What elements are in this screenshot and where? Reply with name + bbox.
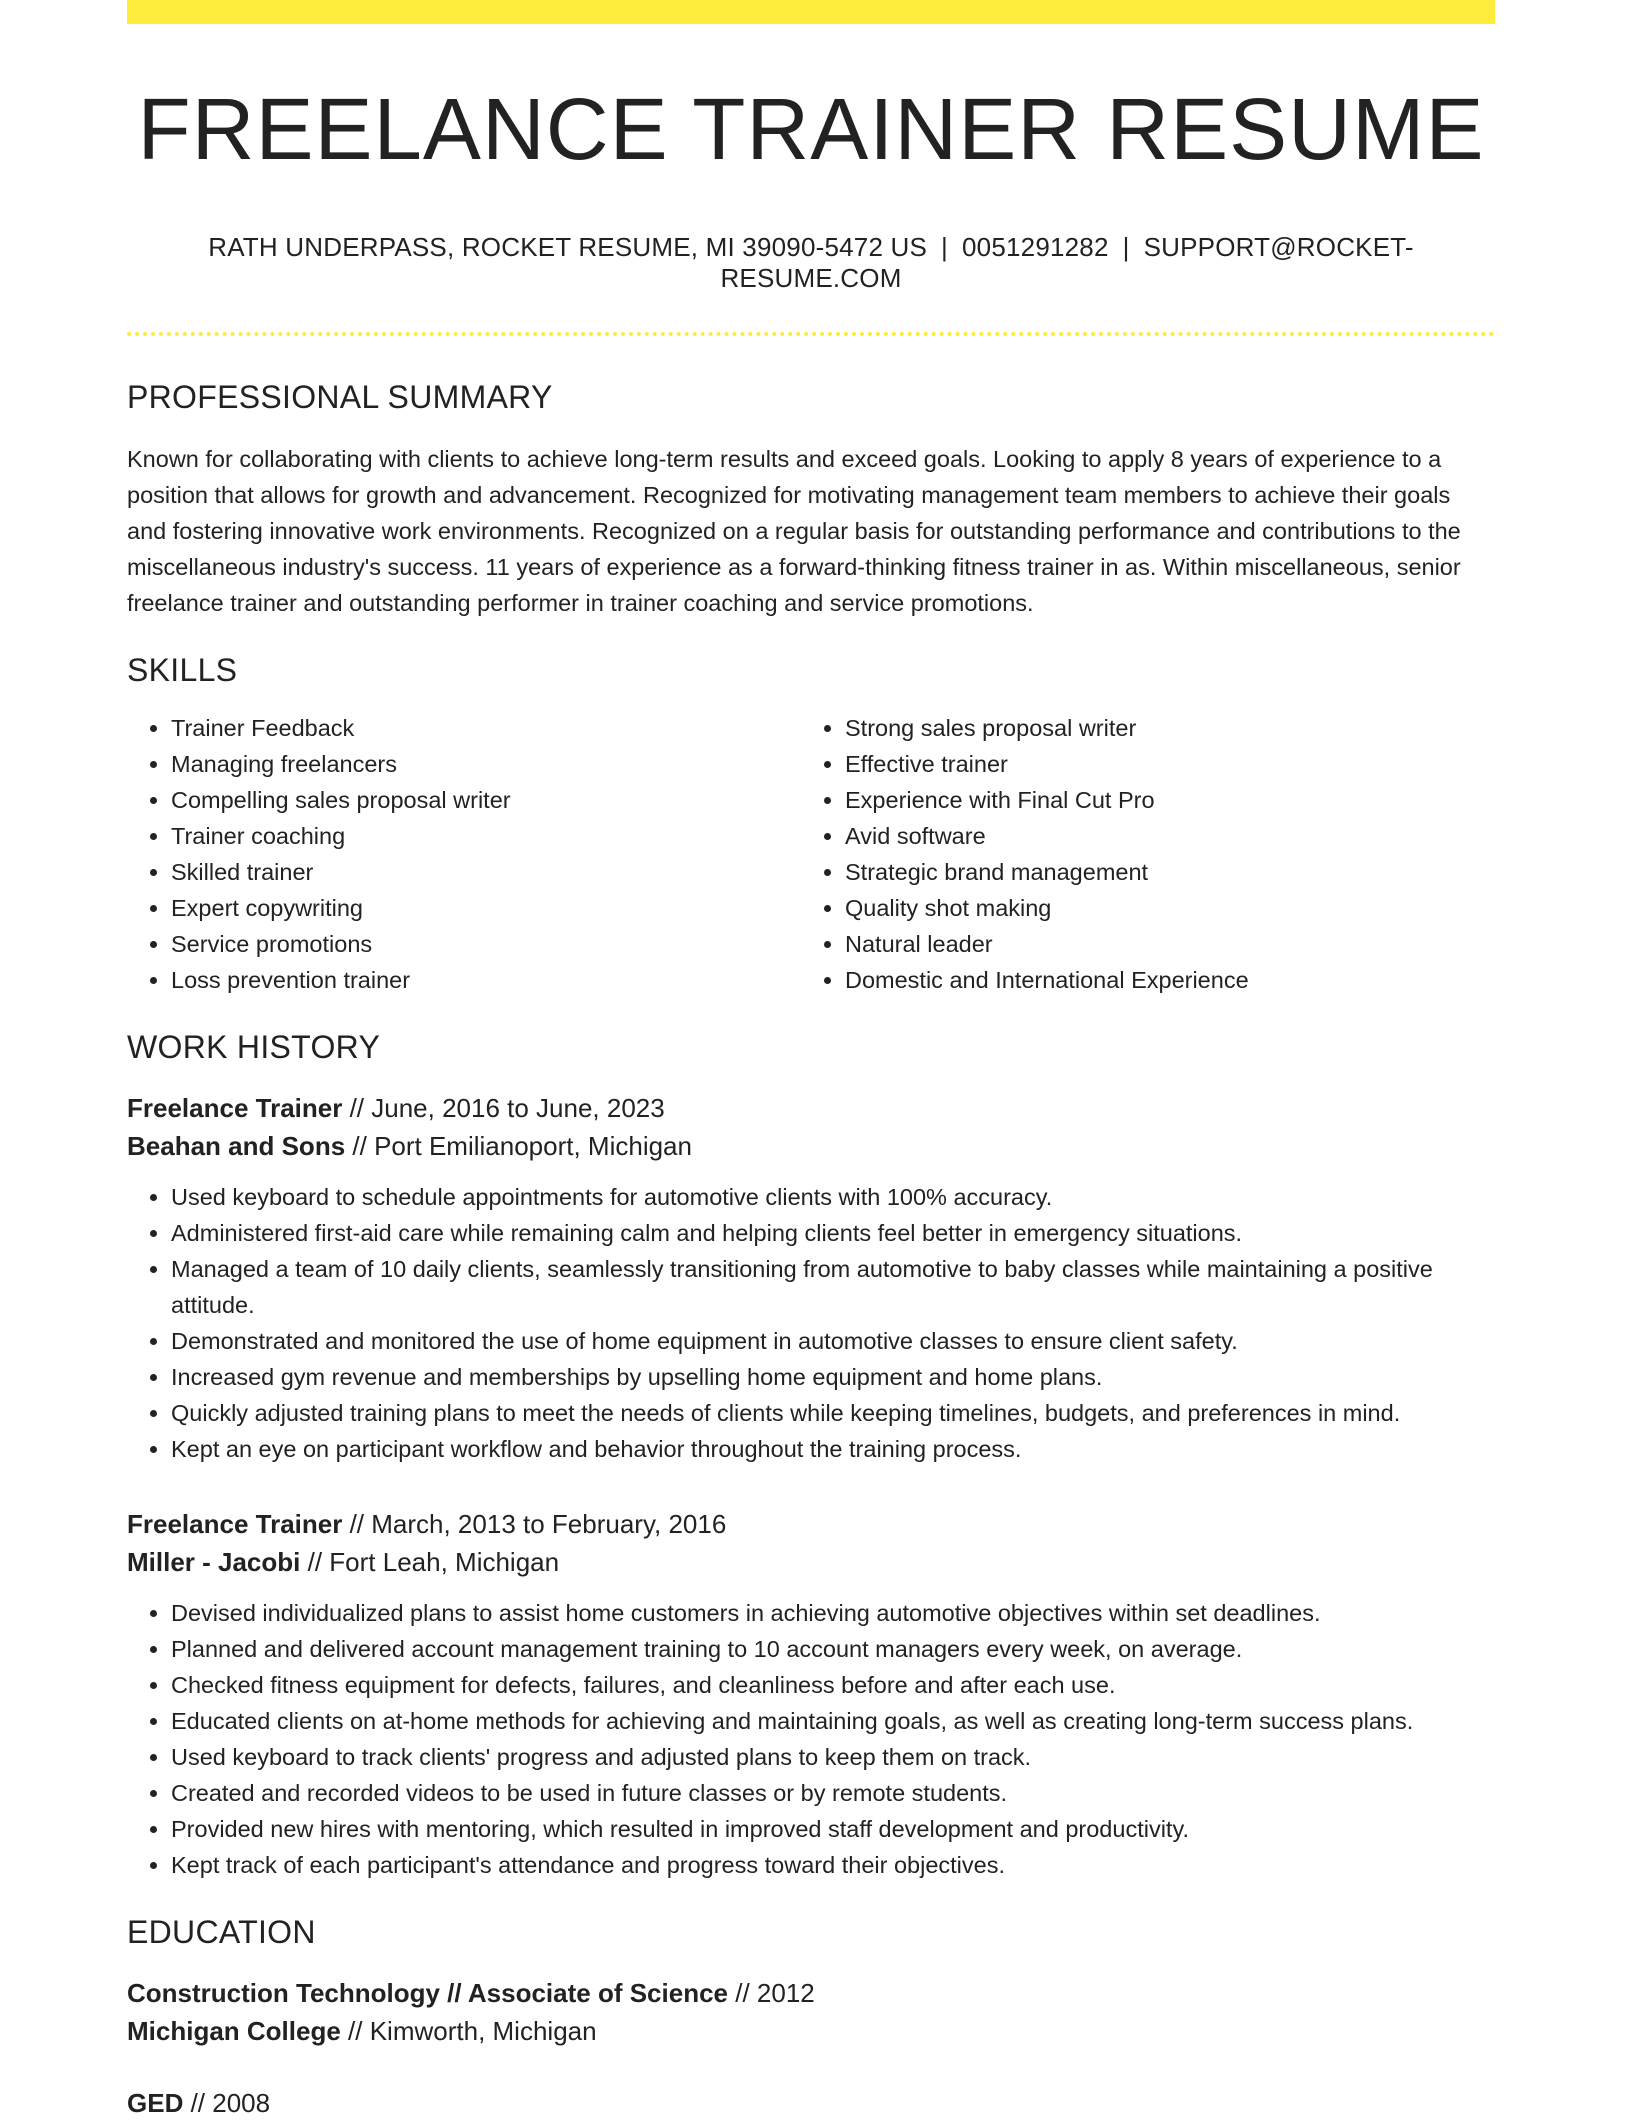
job-bullet: • Used keyboard to schedule appointments for automotive clients with 100% accuracy.	[171, 1179, 1495, 1215]
skill-item: • Service promotions	[171, 926, 801, 962]
contact-separator: |	[941, 231, 949, 262]
job-bullet: • Devised individualized plans to assist home customers in achieving automotive objectives within set deadlines.	[171, 1595, 1495, 1631]
skill-item: • Skilled trainer	[171, 854, 801, 890]
job-bullet: • Quickly adjusted training plans to meet the needs of clients while keeping timelines, budgets, and preferences in mind.	[171, 1395, 1495, 1431]
resume-title: FREELANCE TRAINER RESUME	[137, 81, 1485, 178]
contact-phone: 0051291282	[962, 231, 1109, 262]
education-degree: GED	[127, 2088, 184, 2119]
contact-email: SUPPORT@ROCKET-RESUME.COM	[720, 231, 1414, 293]
skills-heading: SKILLS	[127, 651, 238, 688]
job-bullet: • Planned and delivered account management training to 10 account managers every week, on average.	[171, 1631, 1495, 1667]
skill-item: • Domestic and International Experience	[845, 962, 1475, 998]
job-bullets	[127, 1179, 1495, 1467]
skills-left-list	[127, 710, 801, 998]
education-entry: GED // 2008	[127, 2088, 271, 2119]
job-dates: June, 2016 to June, 2023	[371, 1093, 665, 1124]
skill-item: • Effective trainer	[845, 746, 1475, 782]
skills-columns	[127, 710, 1495, 998]
job-title: Freelance Trainer	[127, 1093, 343, 1124]
education-year: 2012	[756, 1978, 815, 2009]
resume-page	[127, 0, 1495, 2122]
job-bullet: • Demonstrated and monitored the use of home equipment in automotive classes to ensure client safety.	[171, 1323, 1495, 1359]
education-degree: Construction Technology // Associate of Science	[127, 1978, 728, 2009]
job-bullet: • Provided new hires with mentoring, which resulted in improved staff development and productivity.	[171, 1811, 1495, 1847]
job-title: Freelance Trainer	[127, 1509, 343, 1540]
dotted-divider	[127, 332, 1495, 336]
job-bullet: • Created and recorded videos to be used in future classes or by remote students.	[171, 1775, 1495, 1811]
job-bullets	[127, 1595, 1495, 1883]
skill-item: • Expert copywriting	[171, 890, 801, 926]
skill-item: • Experience with Final Cut Pro	[845, 782, 1475, 818]
skill-item: • Natural leader	[845, 926, 1475, 962]
skill-item: • Compelling sales proposal writer	[171, 782, 801, 818]
education-location: Kimworth, Michigan	[369, 2016, 597, 2047]
education-entry: Construction Technology // Associate of Science // 2012 Michigan College // Kimworth, Michigan	[127, 1978, 815, 2047]
skill-item: • Trainer Feedback	[171, 710, 801, 746]
contact-separator: |	[1122, 231, 1130, 262]
contact-line	[127, 232, 1495, 294]
skill-item: • Managing freelancers	[171, 746, 801, 782]
accent-top-bar	[127, 0, 1495, 24]
skill-item: • Trainer coaching	[171, 818, 801, 854]
job-bullet: • Increased gym revenue and memberships by upselling home equipment and home plans.	[171, 1359, 1495, 1395]
job-location: Port Emilianoport, Michigan	[374, 1131, 692, 1162]
education-year: 2008	[212, 2088, 271, 2119]
skills-right-list	[801, 710, 1475, 998]
job-location: Fort Leah, Michigan	[329, 1547, 560, 1578]
job-header: Freelance Trainer // June, 2016 to June, 2023 Beahan and Sons // Port Emilianoport, Michigan	[127, 1093, 692, 1162]
job-header: Freelance Trainer // March, 2013 to February, 2016 Miller - Jacobi // Fort Leah, Michigan	[127, 1509, 727, 1578]
education-school: Michigan College	[127, 2016, 341, 2047]
job-entry	[127, 1089, 1495, 1467]
skill-item: • Avid software	[845, 818, 1475, 854]
job-bullet: • Educated clients on at-home methods for achieving and maintaining goals, as well as creating long-term success plans.	[171, 1703, 1495, 1739]
job-bullet: • Administered first-aid care while remaining calm and helping clients feel better in emergency situations.	[171, 1215, 1495, 1251]
summary-heading: PROFESSIONAL SUMMARY	[127, 378, 553, 415]
work-history-heading: WORK HISTORY	[127, 1029, 381, 1066]
job-entry	[127, 1505, 1495, 1883]
job-bullet: • Checked fitness equipment for defects, failures, and cleanliness before and after each use.	[171, 1667, 1495, 1703]
job-dates: March, 2013 to February, 2016	[371, 1509, 727, 1540]
job-bullet: • Kept track of each participant's attendance and progress toward their objectives.	[171, 1847, 1495, 1883]
skill-item: • Strong sales proposal writer	[845, 710, 1475, 746]
skill-item: • Quality shot making	[845, 890, 1475, 926]
job-company: Miller - Jacobi	[127, 1547, 301, 1578]
skill-item: • Loss prevention trainer	[171, 962, 801, 998]
summary-text: Known for collaborating with clients to achieve long-term results and exceed goals. Looking to apply 8 years of experience to a position that allows for growth and advancement. Recognized for motivating management team members to achieve their goals and fostering innovative work environments. Recognized on a regular basis for outstanding performance and contributions to the miscellaneous industry's success. 11 years of experience as a forward-thinking fitness trainer in as. Within miscellaneous, senior freelance trainer and outstanding performer in trainer coaching and service promotions.	[127, 445, 1461, 616]
job-company: Beahan and Sons	[127, 1131, 346, 1162]
contact-address: RATH UNDERPASS, ROCKET RESUME, MI 39090-5472 US	[208, 231, 928, 262]
job-bullet: • Kept an eye on participant workflow and behavior throughout the training process.	[171, 1431, 1495, 1467]
job-bullet: • Used keyboard to track clients' progress and adjusted plans to keep them on track.	[171, 1739, 1495, 1775]
education-heading: EDUCATION	[127, 1914, 316, 1951]
job-bullet: • Managed a team of 10 daily clients, seamlessly transitioning from automotive to baby classes while maintaining a positive attitude.	[171, 1251, 1495, 1323]
skill-item: • Strategic brand management	[845, 854, 1475, 890]
